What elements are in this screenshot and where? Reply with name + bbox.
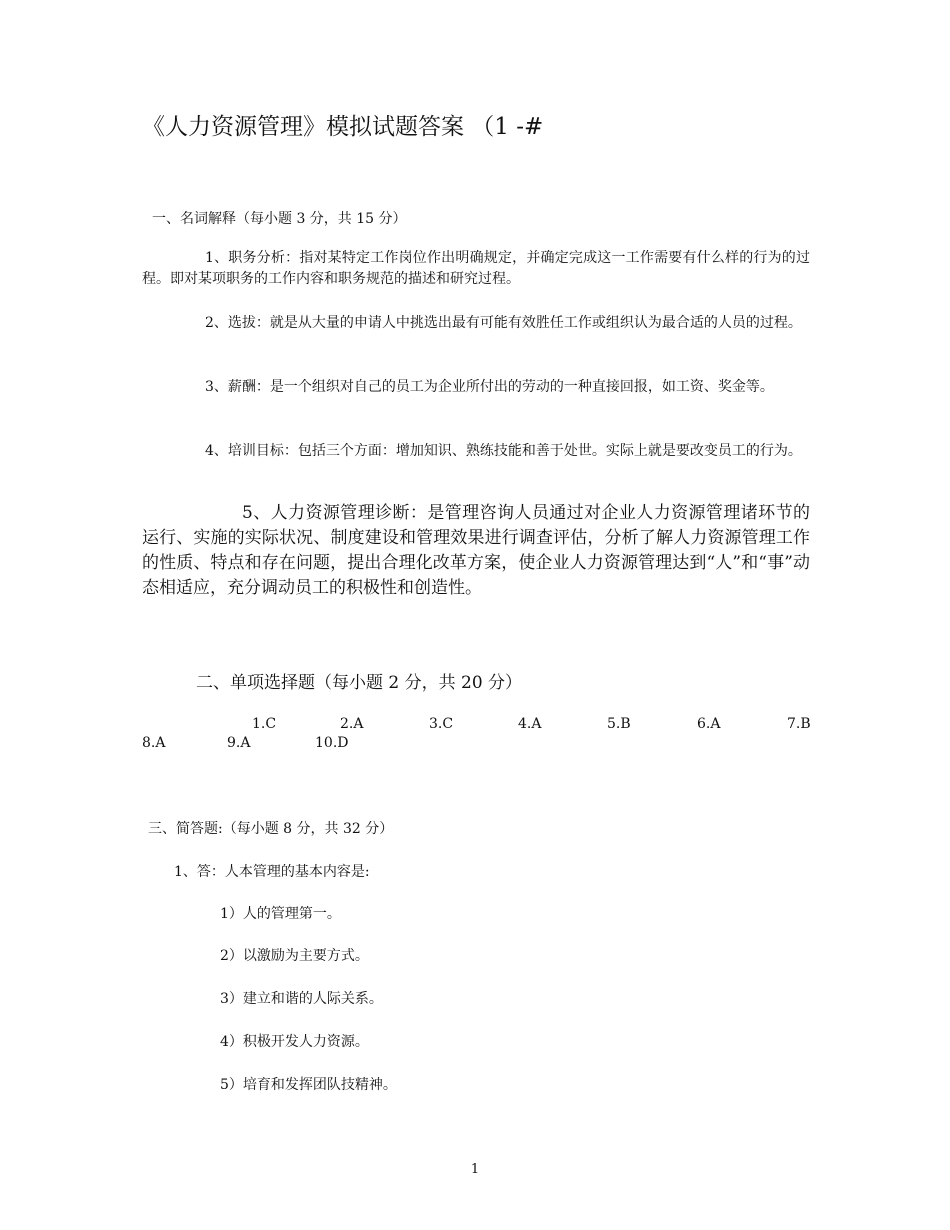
- choice-answer: 10.D: [315, 735, 349, 751]
- choice-answer: 6.A: [697, 716, 721, 732]
- choice-answer: 8.A: [142, 735, 166, 751]
- question1-answer-intro: 1、答：人本管理的基本内容是:: [174, 864, 370, 880]
- section3-heading: 三、简答题:（每小题 8 分，共 32 分）: [148, 821, 394, 837]
- choice-answer: 2.A: [340, 716, 364, 732]
- definition-item: 2、选拔：就是从大量的申请人中挑选出最有可能有效胜任工作或组织认为最合适的人员的过程。: [205, 315, 802, 331]
- answer-list-item: 4）积极开发人力资源。: [220, 1034, 369, 1050]
- choice-answer: 4.A: [518, 716, 542, 732]
- definition-item: 5、人力资源管理诊断：是管理咨询人员通过对企业人力资源管理诸环节的运行、实施的实际状况、制度建设和管理效果进行调查评估，分析了解人力资源管理工作的性质、特点和存在问题，提出合理化改革方案，使企业人力资源管理达到“人”和“事”动态相适应，充分调动员工的积极性和创造性。: [142, 503, 810, 598]
- answer-list-item: 3）建立和谐的人际关系。: [220, 991, 383, 1007]
- answer-list-item: 5）培育和发挥团队技精神。: [220, 1077, 397, 1093]
- page-number: 1: [470, 1162, 480, 1177]
- section2-heading: 二、单项选择题（每小题 2 分，共 20 分）: [196, 673, 523, 693]
- choice-answer: 5.B: [607, 716, 631, 732]
- document-title: 《人力资源管理》模拟试题答案 （1 -#: [142, 114, 544, 140]
- section1-heading: 一、名词解释（每小题 3 分，共 15 分）: [152, 211, 407, 227]
- choice-answer: 7.B: [787, 716, 811, 732]
- choice-answer: 3.C: [429, 716, 454, 732]
- definition-item: 1、职务分析：指对某特定工作岗位作出明确规定，并确定完成这一工作需要有什么样的行为的过程。即对某项职务的工作内容和职务规范的描述和研究过程。: [142, 250, 810, 287]
- choice-answer: 1.C: [252, 716, 277, 732]
- answer-list-item: 2）以激励为主要方式。: [220, 948, 369, 964]
- definition-item: 3、薪酬：是一个组织对自己的员工为企业所付出的劳动的一种直接回报，如工资、奖金等。: [205, 379, 774, 395]
- answer-list-item: 1）人的管理第一。: [220, 906, 341, 922]
- choice-answer: 9.A: [227, 735, 251, 751]
- definition-item: 4、培训目标：包括三个方面：增加知识、熟练技能和善于处世。实际上就是要改变员工的行为。: [205, 443, 802, 459]
